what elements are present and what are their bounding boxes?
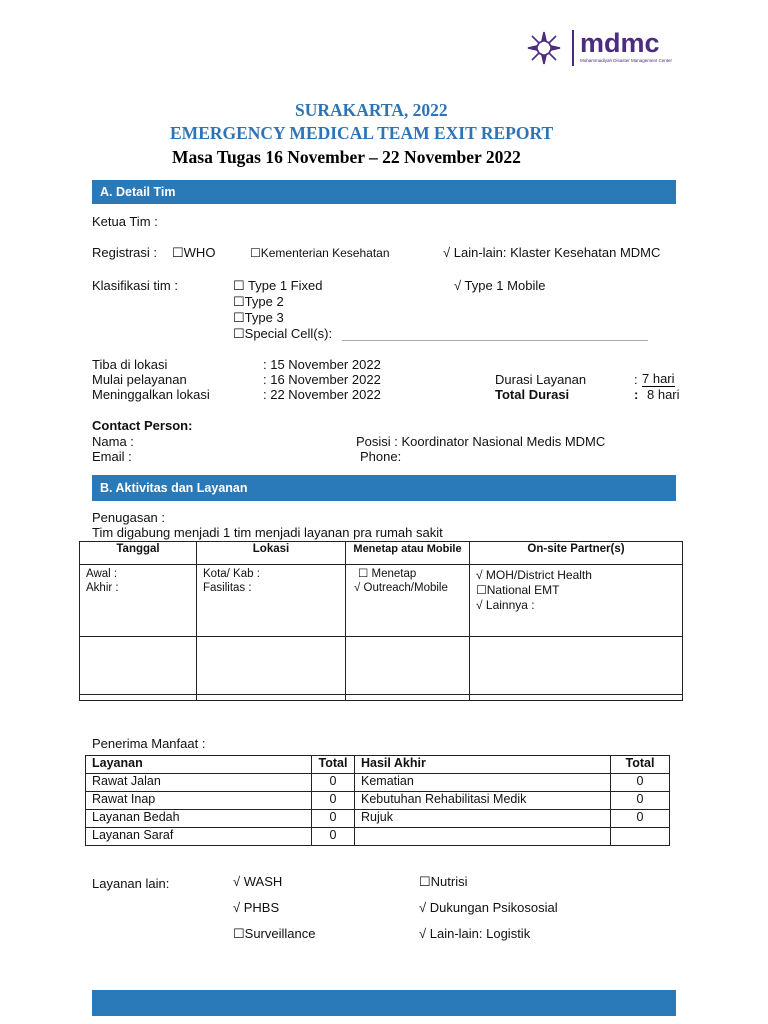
assignment-table (79, 541, 683, 701)
logo-divider (572, 30, 574, 66)
outreach-checkbox[interactable]: √ Outreach/Mobile (354, 582, 448, 594)
special-cell-checkbox[interactable]: ☐Special Cell(s): (233, 326, 333, 341)
fasilitas-label: Fasilitas : (203, 582, 252, 594)
logo-subtitle: Muhammadiyah Disaster Management Center (580, 58, 673, 63)
cell: Rujuk (355, 810, 611, 828)
mdmc-emblem-icon (522, 28, 566, 68)
durasi-label: Durasi Layanan (495, 372, 587, 387)
menetap-checkbox[interactable]: ☐ Menetap (358, 568, 417, 580)
benefit-col-total: Total (312, 756, 355, 774)
cell: 0 (312, 792, 355, 810)
layanan-lain-label: Layanan lain: (92, 876, 170, 891)
cell: Kebutuhan Rehabilitasi Medik (355, 792, 611, 810)
reg-who-checkbox[interactable]: ☐WHO (172, 245, 216, 260)
penerima-label: Penerima Manfaat : (92, 736, 206, 751)
cell: Layanan Bedah (86, 810, 312, 828)
col-tanggal: Tanggal (80, 542, 197, 565)
contact-title: Contact Person: (92, 418, 193, 433)
table-row (86, 828, 670, 846)
moh-checkbox[interactable]: √ MOH/District Health (476, 568, 592, 582)
cell: Kematian (355, 774, 611, 792)
type1-fixed-checkbox[interactable]: ☐ Type 1 Fixed (233, 278, 323, 293)
total-durasi-label: Total Durasi (495, 387, 570, 402)
header-period: Masa Tugas 16 November – 22 November 2022 (172, 147, 521, 167)
tiba-label: Tiba di lokasi (92, 357, 168, 372)
header-report-title: EMERGENCY MEDICAL TEAM EXIT REPORT (170, 123, 554, 143)
wash-checkbox[interactable]: √ WASH (233, 874, 283, 889)
type1-mobile-checkbox[interactable]: √ Type 1 Mobile (454, 278, 546, 293)
cell: Rawat Inap (86, 792, 312, 810)
cell: 0 (312, 774, 355, 792)
table-row (86, 792, 670, 810)
nutrisi-checkbox[interactable]: ☐Nutrisi (419, 874, 468, 889)
akhir-label: Akhir : (86, 582, 119, 594)
meninggalkan-label: Meninggalkan lokasi (92, 387, 210, 402)
section-a-header: A. Detail Tim (92, 180, 676, 204)
section-c-header (92, 990, 676, 1016)
reg-lain-checkbox[interactable]: √ Lain-lain: Klaster Kesehatan MDMC (443, 245, 661, 260)
meninggalkan-value: : 22 November 2022 (263, 387, 381, 402)
cell: 0 (312, 810, 355, 828)
cell (355, 828, 611, 846)
benefit-col-total2: Total (611, 756, 670, 774)
table-row (80, 637, 683, 695)
col-menetap: Menetap atau Mobile (346, 542, 470, 565)
cell: Rawat Jalan (86, 774, 312, 792)
cell: 0 (611, 774, 670, 792)
ketua-label: Ketua Tim : (92, 214, 158, 229)
kota-label: Kota/ Kab : (203, 568, 260, 580)
cell: 0 (611, 810, 670, 828)
penugasan-desc: Tim digabung menjadi 1 tim menjadi layanan pra rumah sakit (92, 525, 443, 540)
cell (611, 828, 670, 846)
special-cell-line (342, 340, 648, 341)
header-city-year: SURAKARTA, 2022 (295, 100, 448, 120)
benefit-table (85, 755, 670, 846)
mulai-value: : 16 November 2022 (263, 372, 381, 387)
registrasi-label: Registrasi : (92, 245, 158, 260)
benefit-col-hasil: Hasil Akhir (355, 756, 611, 774)
penugasan-label: Penugasan : (92, 510, 166, 525)
surveillance-checkbox[interactable]: ☐Surveillance (233, 926, 316, 941)
cell: Layanan Saraf (86, 828, 312, 846)
tiba-value: : 15 November 2022 (263, 357, 381, 372)
total-durasi-value: 8 hari (647, 387, 680, 402)
section-b-header: B. Aktivitas dan Layanan (92, 475, 676, 501)
total-durasi-colon: : (634, 387, 639, 402)
col-lokasi: Lokasi (197, 542, 346, 565)
lainnya-checkbox[interactable]: √ Lainnya : (476, 598, 535, 612)
posisi-label: Posisi : Koordinator Nasional Medis MDMC (356, 434, 606, 449)
nama-label: Nama : (92, 434, 134, 449)
col-partner: On-site Partner(s) (470, 542, 683, 565)
cell: 0 (312, 828, 355, 846)
durasi-value: 7 hari (642, 371, 675, 386)
logistik-checkbox[interactable]: √ Lain-lain: Logistik (419, 926, 531, 941)
table-row (86, 774, 670, 792)
national-emt-checkbox[interactable]: ☐National EMT (476, 583, 560, 597)
phbs-checkbox[interactable]: √ PHBS (233, 900, 280, 915)
awal-label: Awal : (86, 568, 118, 580)
table-header-row (80, 542, 683, 565)
logo (522, 26, 692, 70)
psikososial-checkbox[interactable]: √ Dukungan Psikososial (419, 900, 558, 915)
table-row (80, 565, 683, 637)
mulai-label: Mulai pelayanan (92, 372, 187, 387)
benefit-header-row (86, 756, 670, 774)
cell: 0 (611, 792, 670, 810)
table-row (86, 810, 670, 828)
email-label: Email : (92, 449, 132, 464)
reg-kemenkes-checkbox[interactable]: ☐Kementerian Kesehatan (250, 246, 390, 260)
klasifikasi-label: Klasifikasi tim : (92, 278, 178, 293)
durasi-colon: : (634, 372, 638, 387)
phone-label: Phone: (360, 449, 402, 464)
type2-checkbox[interactable]: ☐Type 2 (233, 294, 284, 309)
table-row (80, 695, 683, 701)
logo-name: mdmc (580, 28, 660, 58)
benefit-col-layanan: Layanan (86, 756, 312, 774)
type3-checkbox[interactable]: ☐Type 3 (233, 310, 284, 325)
